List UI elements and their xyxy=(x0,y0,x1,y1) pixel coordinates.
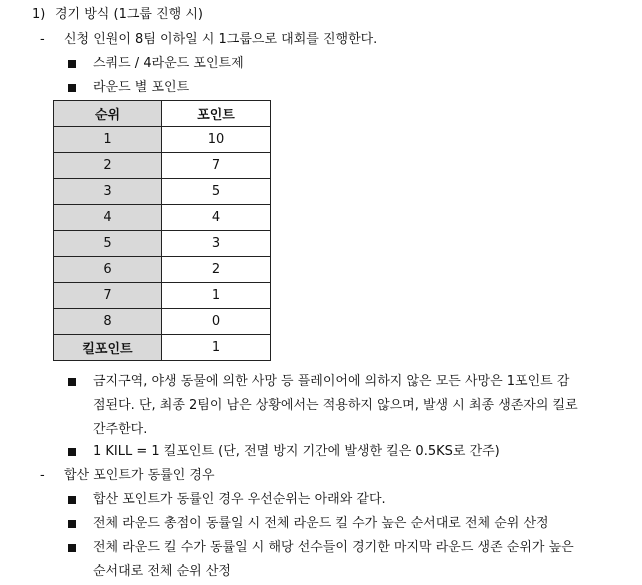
table-row xyxy=(54,179,271,205)
bullet-square-icon xyxy=(68,520,76,528)
rank-cell: 2 xyxy=(54,153,162,179)
points-cell: 7 xyxy=(162,153,271,179)
rank-cell: 8 xyxy=(54,309,162,335)
dash-marker: - xyxy=(40,468,45,483)
points-cell: 5 xyxy=(162,179,271,205)
table-row xyxy=(54,257,271,283)
kill-points-value: 1 xyxy=(162,335,271,361)
section-title: 경기 방식 (1그룹 진행 시) xyxy=(55,7,203,22)
points-table xyxy=(53,100,271,361)
rank-cell: 1 xyxy=(54,127,162,153)
kill-points-row xyxy=(54,335,271,361)
kill-points-label: 킬포인트 xyxy=(54,335,162,361)
bullet-square-icon xyxy=(68,448,76,456)
bullet-square-icon xyxy=(68,84,76,92)
points-cell: 2 xyxy=(162,257,271,283)
points-cell: 1 xyxy=(162,283,271,309)
bullet-text: 라운드 별 포인트 xyxy=(93,80,190,95)
note1-line: 점된다. 단, 최종 2팀이 남은 상황에서는 적용하지 않으며, 발생 시 최종 생존자의 킬로 xyxy=(93,398,578,413)
points-cell: 3 xyxy=(162,231,271,257)
bullet-square-icon xyxy=(68,378,76,386)
sub1-text: 신청 인원이 8팀 이하일 시 1그룹으로 대회를 진행한다. xyxy=(64,32,378,47)
points-cell: 4 xyxy=(162,205,271,231)
points-cell: 10 xyxy=(162,127,271,153)
rank-cell: 5 xyxy=(54,231,162,257)
table-row xyxy=(54,309,271,335)
header-points: 포인트 xyxy=(162,101,271,127)
rank-cell: 4 xyxy=(54,205,162,231)
table-row xyxy=(54,153,271,179)
points-cell: 0 xyxy=(162,309,271,335)
bullet-text: 전체 라운드 총점이 동률일 시 전체 라운드 킬 수가 높은 순서대로 전체 순위 산정 xyxy=(93,516,549,531)
bullet-square-icon xyxy=(68,544,76,552)
rank-cell: 7 xyxy=(54,283,162,309)
table-row xyxy=(54,231,271,257)
dash-marker: - xyxy=(40,32,45,47)
sub2-text: 합산 포인트가 동률인 경우 xyxy=(64,468,215,483)
bullet-square-icon xyxy=(68,60,76,68)
table-row xyxy=(54,283,271,309)
table-row xyxy=(54,127,271,153)
note1-line: 금지구역, 야생 동물에 의한 사망 등 플레이어에 의하지 않은 모든 사망은 1포인트 감 xyxy=(93,374,570,389)
rank-cell: 6 xyxy=(54,257,162,283)
note1-line: 간주한다. xyxy=(93,422,148,437)
bullet-text: 전체 라운드 킬 수가 동률일 시 해당 선수들이 경기한 마지막 라운드 생존 순위가 높은 xyxy=(93,540,574,555)
bullet-text: 순서대로 전체 순위 산정 xyxy=(93,564,231,579)
bullet-text: 스쿼드 / 4라운드 포인트제 xyxy=(93,56,244,71)
note2-text: 1 KILL = 1 킬포인트 (단, 전멸 방지 기간에 발생한 킬은 0.5KS로 간주) xyxy=(93,444,500,459)
bullet-text: 합산 포인트가 동률인 경우 우선순위는 아래와 같다. xyxy=(93,492,386,507)
table-header-row xyxy=(54,101,271,127)
table-row xyxy=(54,205,271,231)
bullet-square-icon xyxy=(68,496,76,504)
header-rank: 순위 xyxy=(54,101,162,127)
rank-cell: 3 xyxy=(54,179,162,205)
section-number: 1) xyxy=(32,7,46,22)
